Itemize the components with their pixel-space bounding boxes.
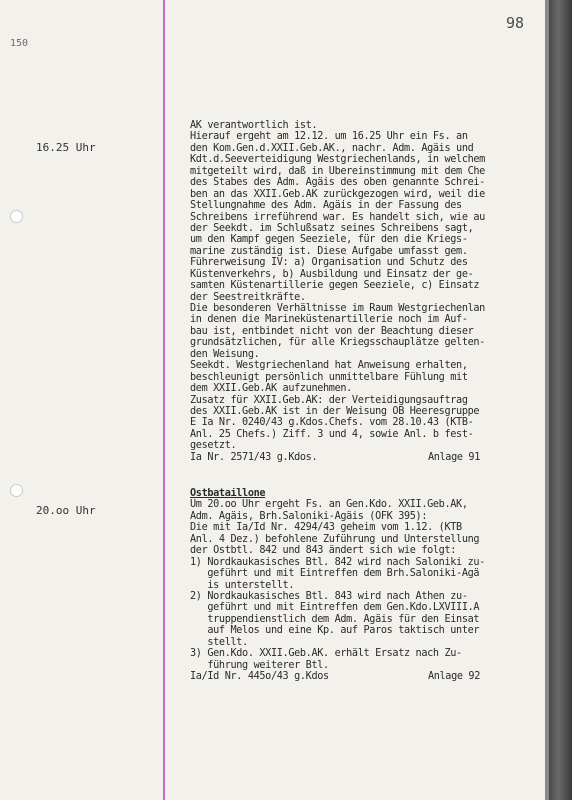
text-line: Kdt.d.Seeverteidigung Westgriechenlands, in welchem xyxy=(190,154,485,166)
text-line: grundsätzlichen, für alle Kriegsschauplätze gelten- xyxy=(190,337,485,349)
text-line: bau ist, entbindet nicht von der Beachtung dieser xyxy=(190,325,474,337)
text-line: der Seekdt. im Schlußsatz seines Schreibens sagt, xyxy=(190,222,474,234)
text-line: 2) Nordkaukasisches Btl. 843 wird nach Athen zu- xyxy=(190,590,468,602)
text-line: der Seestreitkräfte. xyxy=(190,291,306,303)
text-line: Die mit Ia/Id Nr. 4294/43 geheim vom 1.12. (KTB xyxy=(190,522,462,534)
entry-lines xyxy=(190,120,530,452)
text-line: der Ostbtl. 842 und 843 ändert sich wie folgt: xyxy=(190,545,457,557)
text-line: Zusatz für XXII.Geb.AK: der Verteidigungsauftrag xyxy=(190,394,468,406)
text-line: truppendienstlich dem Adm. Ägäis für den Einsat xyxy=(190,613,480,625)
text-line: um den Kampf gegen Seeziele, für den die Kriegs- xyxy=(190,234,468,246)
text-line: führung weiterer Btl. xyxy=(190,659,329,671)
entry-footer xyxy=(190,452,530,463)
text-line: Anl. 25 Chefs.) Ziff. 3 und 4, sowie Anl. b fest- xyxy=(190,428,474,440)
text-line: Anl. 4 Dez.) befohlene Zuführung und Unterstellung xyxy=(190,533,480,545)
text-line: Stellungnahme des Adm. Ägäis in der Fassung des xyxy=(190,200,462,212)
entry-lines xyxy=(190,499,530,671)
text-line: stellt. xyxy=(190,636,248,648)
punch-hole xyxy=(10,210,23,223)
reference-number: Ia/Id Nr. 445o/43 g.Kdos xyxy=(190,671,329,682)
text-line: 1) Nordkaukasisches Btl. 842 wird nach Saloniki zu- xyxy=(190,556,485,568)
section-heading: Ostbataillone xyxy=(190,488,266,499)
entry-time: 20.oo Uhr xyxy=(36,504,96,517)
text-line: Um 20.oo Uhr ergeht Fs. an Gen.Kdo. XXII.Geb.AK, xyxy=(190,499,468,511)
text-line: in denen die Marineküstenartillerie noch im Auf- xyxy=(190,314,468,326)
reference-number: Ia Nr. 2571/43 g.Kdos. xyxy=(190,451,318,463)
text-line: des Stabes des Adm. Ägäis des oben genannte Schrei- xyxy=(190,177,485,189)
text-line: dem XXII.Geb.AK aufzunehmen. xyxy=(190,383,352,395)
text-line: geführt und mit Eintreffen dem Gen.Kdo.LXVIII.A xyxy=(190,602,480,614)
text-line: Seekdt. Westgriechenland hat Anweisung erhalten, xyxy=(190,360,468,372)
text-line: Küstenverkehrs, b) Ausbildung und Einsatz der ge- xyxy=(190,268,474,280)
entry-footer xyxy=(190,671,530,682)
text-line: 3) Gen.Kdo. XXII.Geb.AK. erhält Ersatz nach Zu- xyxy=(190,648,462,660)
text-line: auf Melos und eine Kp. auf Paros taktisch unter xyxy=(190,625,480,637)
text-line: samten Küstenartillerie gegen Seeziele, c) Einsatz xyxy=(190,280,480,292)
text-line: des XXII.Geb.AK ist in der Weisung OB Heeresgruppe xyxy=(190,405,480,417)
text-line: Hierauf ergeht am 12.12. um 16.25 Uhr ein Fs. an xyxy=(190,131,468,143)
text-line: marine zuständig ist. Diese Aufgabe umfasst gem. xyxy=(190,245,468,257)
anlage-label: Anlage 91 xyxy=(427,451,480,463)
text-line: Schreibens irreführend war. Es handelt sich, wie au xyxy=(190,211,485,223)
page-number: 98 xyxy=(506,14,525,32)
entry-text xyxy=(190,488,530,682)
text-line: Führerweisung IV: a) Organisation und Schutz des xyxy=(190,257,468,269)
text-line: AK verantwortlich ist. xyxy=(190,120,318,131)
text-line: den Weisung. xyxy=(190,348,260,360)
text-line: ben an das XXII.Geb.AK zurückgezogen wird, weil die xyxy=(190,188,485,200)
binder-shadow xyxy=(549,0,572,800)
text-line: den Kom.Gen.d.XXII.Geb.AK., nachr. Adm. Ägäis und xyxy=(190,142,474,154)
entry-text xyxy=(190,120,530,463)
anlage-label: Anlage 92 xyxy=(427,671,480,682)
text-line: mitgeteilt wird, daß in Übereinstimmung mit dem Che xyxy=(190,165,485,177)
text-line: beschleunigt persönlich unmittelbare Fühlung mit xyxy=(190,371,468,383)
text-line: is unterstellt. xyxy=(190,579,295,591)
text-line: Die besonderen Verhältnisse im Raum Westgriechenlan xyxy=(190,303,485,314)
text-line: geführt und mit Eintreffen dem Brh.Saloniki-Ägä xyxy=(190,568,480,580)
punch-hole xyxy=(10,484,23,497)
corner-mark: 150 xyxy=(10,38,29,49)
text-line: Adm. Ägäis, Brh.Saloniki-Ägäis (OFK 395): xyxy=(190,510,428,522)
margin-line xyxy=(163,0,165,800)
text-line: gesetzt. xyxy=(190,440,237,452)
text-line: E Ia Nr. 0240/43 g.Kdos.Chefs. vom 28.10.43 (KTB- xyxy=(190,417,474,429)
entry-time: 16.25 Uhr xyxy=(36,141,96,154)
